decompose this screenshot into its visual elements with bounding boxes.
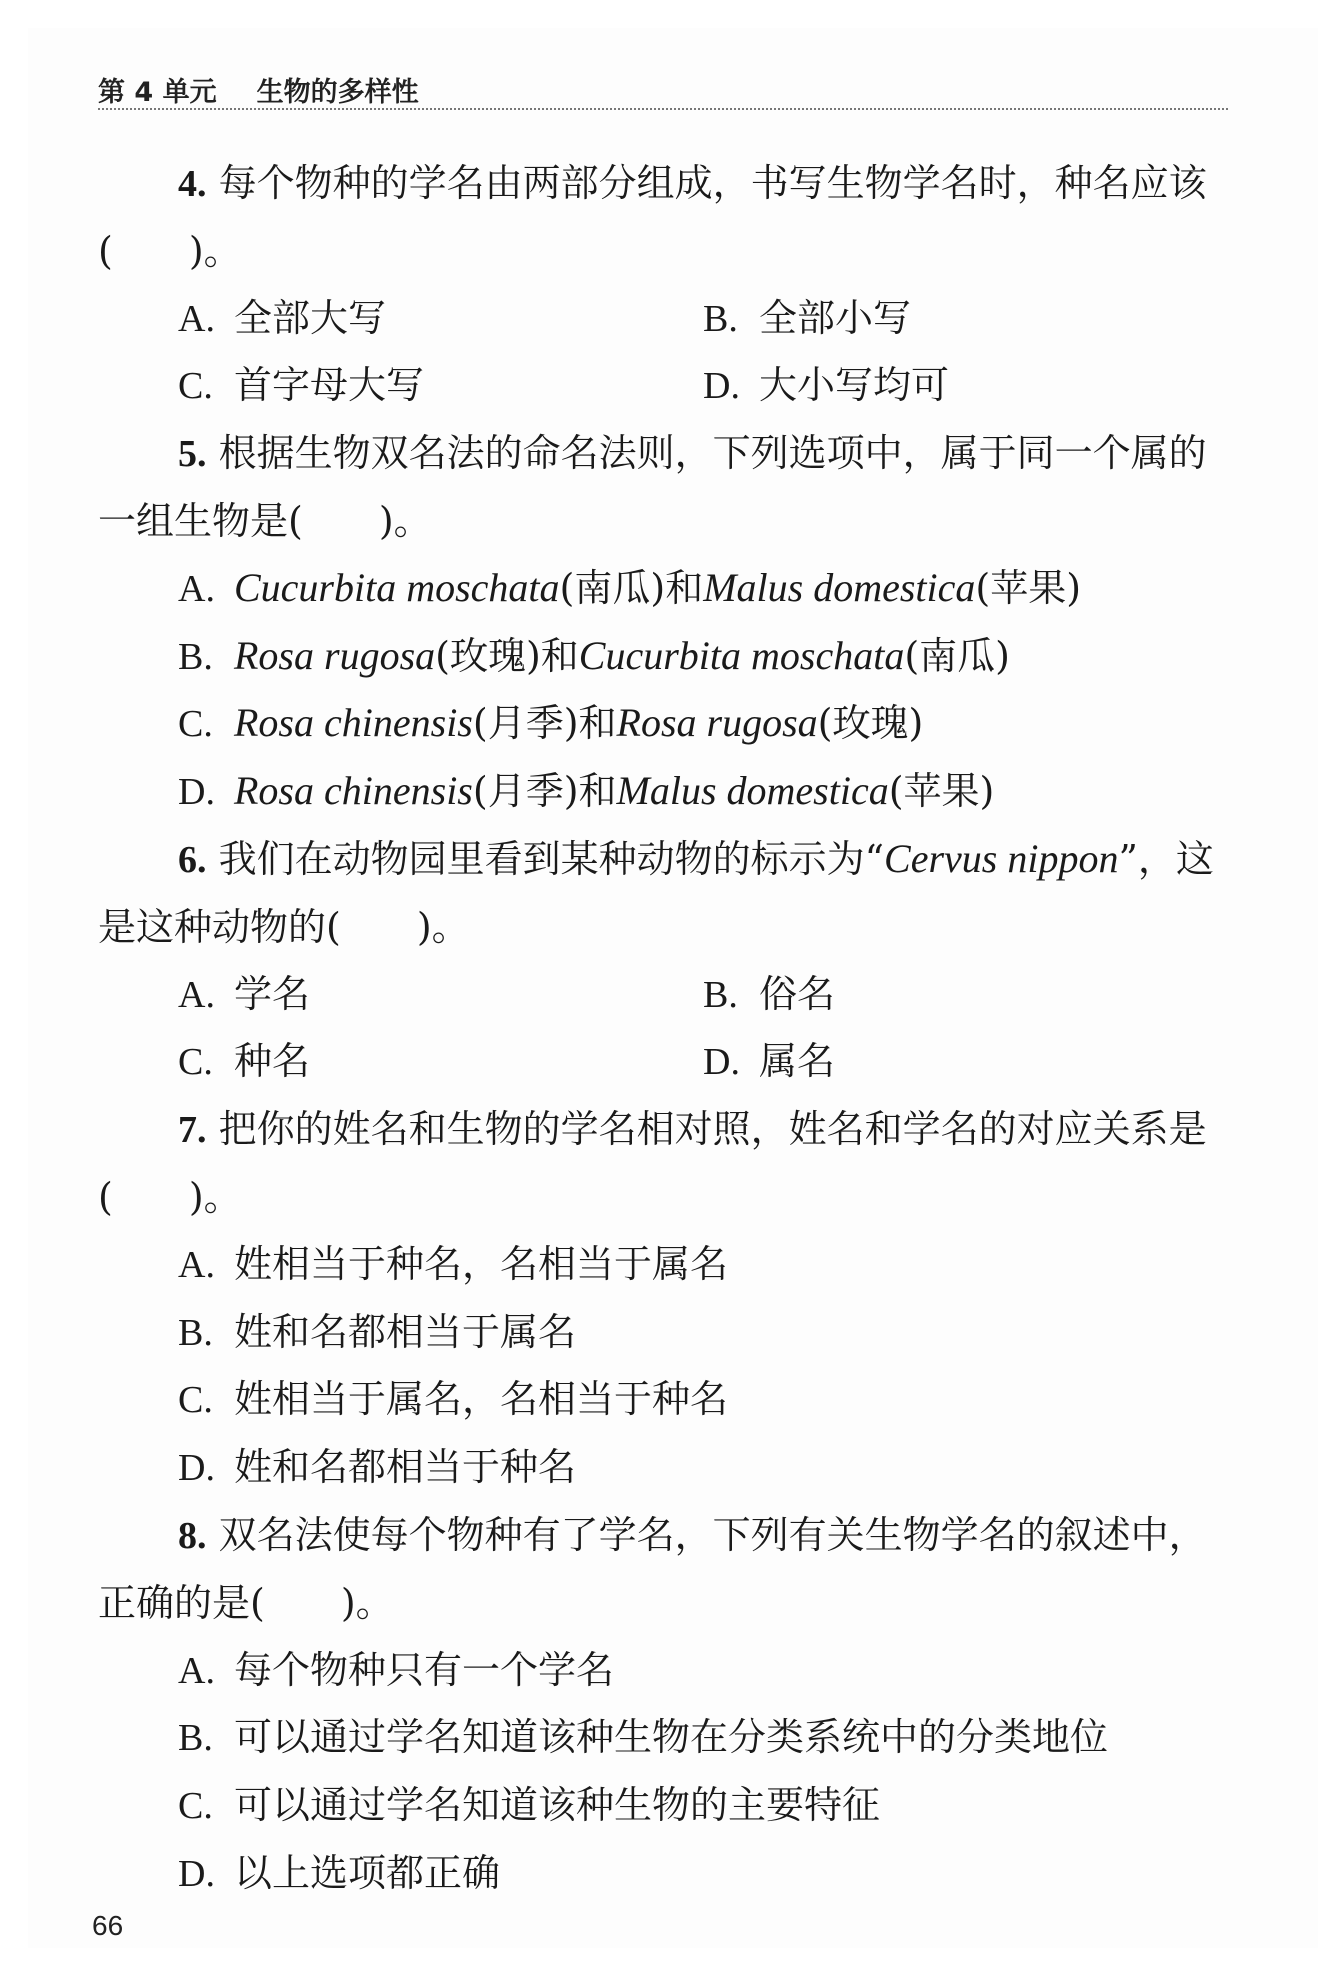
- option-a[interactable]: A. 姓相当于种名，名相当于属名: [178, 1241, 729, 1286]
- option-b[interactable]: B. Rosa rugosa(玫瑰)和Cucurbita moschata(南瓜): [178, 632, 1010, 678]
- question-6: [98, 826, 1228, 1096]
- latin-name: Cucurbita moschata: [578, 632, 905, 678]
- option-d[interactable]: D. 大小写均可: [703, 363, 950, 408]
- question-text: 把你的姓名和生物的学名相对照，姓名和学名的对应关系是( )。: [98, 1107, 1207, 1219]
- option-c[interactable]: C. Rosa chinensis(月季)和Rosa rugosa(玫瑰): [178, 700, 924, 746]
- question-text: 双名法使每个物种有了学名，下列有关生物学名的叙述中，正确的是( )。: [98, 1512, 1207, 1625]
- option-c[interactable]: C. 姓相当于属名，名相当于种名: [178, 1377, 729, 1422]
- question-4: [98, 150, 1228, 420]
- option-d[interactable]: D. 姓和名都相当于种名: [178, 1445, 577, 1490]
- latin-name: Cucurbita moschata: [234, 564, 560, 610]
- option-a[interactable]: A. Cucurbita moschata(南瓜)和Malus domestica(苹果): [178, 564, 1082, 610]
- question-text: 根据生物双名法的命名法则，下列选项中，属于同一个属的一组生物是( )。: [98, 431, 1207, 543]
- question-stem: [98, 1096, 1228, 1231]
- option-c[interactable]: C. 首字母大写: [178, 363, 425, 408]
- latin-name: Malus domestica: [703, 564, 976, 610]
- option-row: [98, 285, 1228, 353]
- option-row: [98, 961, 1228, 1029]
- question-list: [98, 150, 1228, 1908]
- option-a[interactable]: A. 学名: [178, 971, 311, 1016]
- option-b[interactable]: B. 全部小写: [703, 295, 912, 340]
- option-d[interactable]: D. 以上选项都正确: [178, 1850, 501, 1895]
- question-text: 每个物种的学名由两部分组成，书写生物学名时，种名应该( )。: [98, 161, 1207, 273]
- latin-name: Rosa chinensis: [234, 768, 473, 814]
- unit-title: 生物的多样性: [256, 77, 419, 108]
- question-8: [98, 1502, 1228, 1908]
- question-stem: 6. 我们在动物园里看到某种动物的标示为“Cervus nippon”，这是这种动物的( )。: [98, 835, 1214, 949]
- latin-name: Rosa rugosa: [234, 632, 436, 678]
- option-row: [98, 352, 1228, 420]
- latin-name: Malus domestica: [616, 768, 889, 814]
- option-a[interactable]: A. 每个物种只有一个学名: [178, 1647, 615, 1692]
- option-b[interactable]: B. 姓和名都相当于属名: [178, 1309, 577, 1354]
- question-stem: [98, 420, 1228, 555]
- option-b[interactable]: B. 可以通过学名知道该种生物在分类系统中的分类地位: [178, 1715, 1109, 1760]
- latin-name: Rosa chinensis: [234, 700, 473, 746]
- header-divider: [98, 108, 1228, 110]
- question-stem: [98, 150, 1228, 285]
- latin-name: Rosa rugosa: [616, 700, 818, 746]
- option-d[interactable]: D. 属名: [703, 1039, 836, 1084]
- question-number: 4.: [178, 163, 207, 205]
- page-number: 66: [92, 1910, 124, 1941]
- option-row: [98, 1028, 1228, 1096]
- option-a[interactable]: A. 全部大写: [178, 295, 387, 340]
- unit-label: 第 4 单元: [98, 77, 217, 108]
- latin-name: Cervus nippon: [884, 835, 1119, 881]
- option-c[interactable]: C. 可以通过学名知道该种生物的主要特征: [178, 1783, 881, 1828]
- question-5: [98, 420, 1228, 826]
- option-c[interactable]: C. 种名: [178, 1039, 311, 1084]
- option-d[interactable]: D. Rosa chinensis(月季)和Malus domestica(苹果): [178, 768, 995, 814]
- running-header: [98, 70, 419, 109]
- question-number: 8.: [178, 1514, 207, 1557]
- question-number: 7.: [178, 1109, 207, 1152]
- question-7: [98, 1096, 1228, 1502]
- question-number: 6.: [178, 838, 207, 881]
- question-number: 5.: [178, 433, 207, 476]
- option-b[interactable]: B. 俗名: [703, 971, 836, 1016]
- question-stem: [98, 1502, 1228, 1637]
